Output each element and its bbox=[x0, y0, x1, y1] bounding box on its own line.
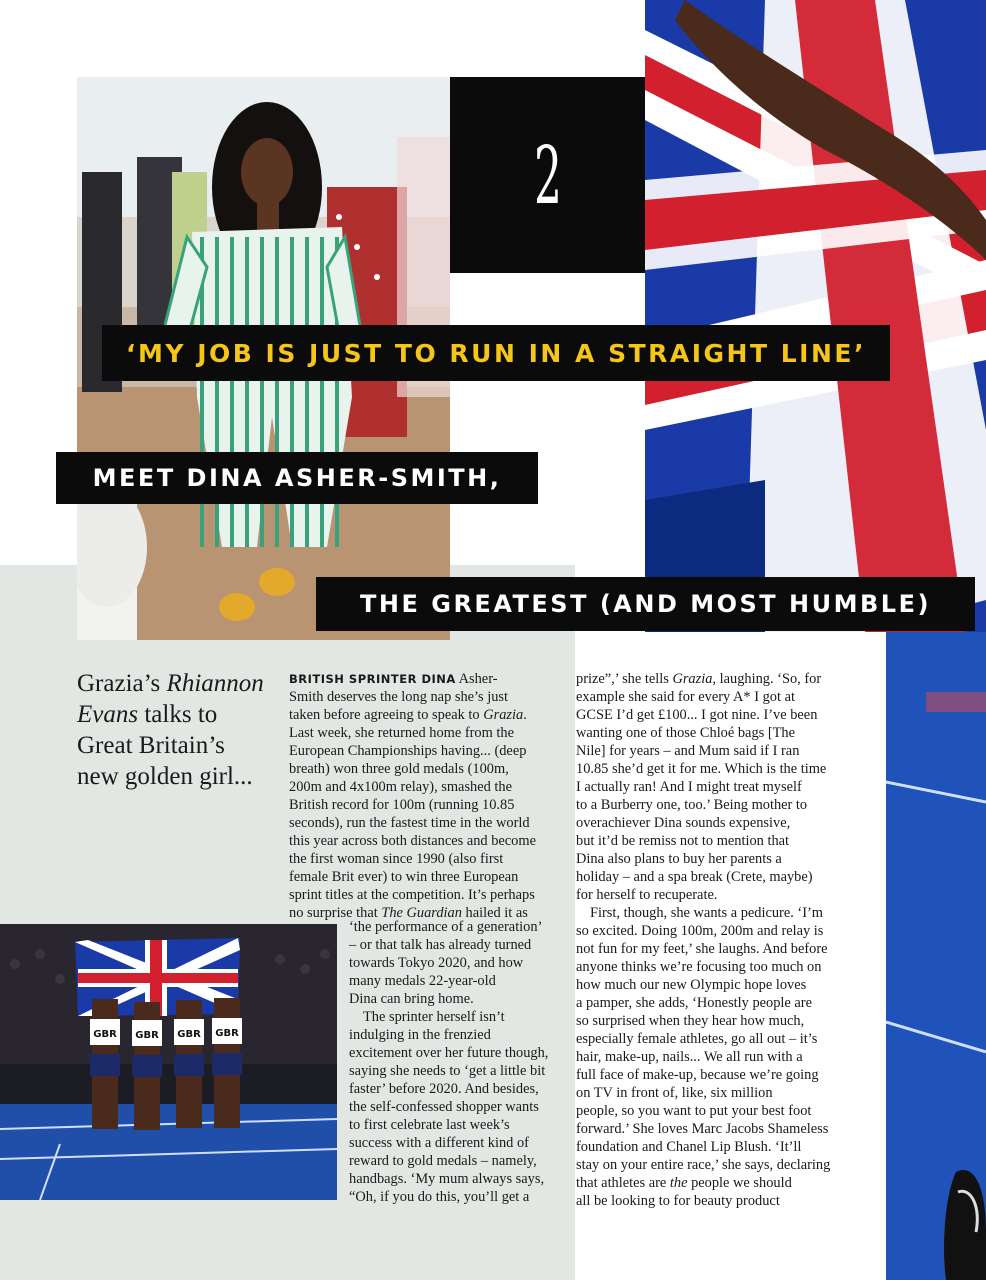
body-line: how much our new Olympic hope loves bbox=[576, 977, 807, 993]
body-column-1 bbox=[289, 670, 559, 922]
body-line: GCSE I’d get £100... I got nine. I’ve been bbox=[576, 707, 818, 723]
article-number-box bbox=[450, 77, 645, 273]
body-line: hair, make-up, nails... We all run with a bbox=[576, 1049, 803, 1065]
body-line: but it’d be remiss not to mention that bbox=[576, 833, 790, 849]
body-line: Last week, she returned home from the bbox=[289, 725, 514, 741]
body-line: European Championships having... (deep bbox=[289, 743, 527, 759]
body-line: that athletes are the people we should bbox=[576, 1175, 792, 1191]
body-line: especially female athletes, go all out – it’s bbox=[576, 1031, 818, 1047]
standfirst-line: Grazia’s bbox=[77, 670, 167, 697]
body-line: the self-confessed shopper wants bbox=[349, 1099, 539, 1115]
body-line: saying she needs to ‘get a little bit bbox=[349, 1063, 546, 1079]
body-line: many medals 22-year-old bbox=[349, 973, 496, 989]
quote-headline: ‘MY JOB IS JUST TO RUN IN A STRAIGHT LINE’ bbox=[102, 325, 890, 381]
body-line: a pamper, she adds, ‘Honestly people are bbox=[576, 995, 812, 1011]
standfirst-line: talks to bbox=[138, 701, 218, 728]
body-line: forward.’ She loves Marc Jacobs Shameless bbox=[576, 1121, 829, 1137]
body-line: the first woman since 1990 (also first bbox=[289, 851, 504, 867]
body-line: excitement over her future though, bbox=[349, 1045, 549, 1061]
body-line: to a Burberry one, too.’ Being mother to bbox=[576, 797, 808, 813]
body-line: stay on your entire race,’ she says, declaring bbox=[576, 1157, 831, 1173]
body-line: overachiever Dina sounds expensive, bbox=[576, 815, 791, 831]
greatest-headline: THE GREATEST (AND MOST HUMBLE) bbox=[316, 577, 975, 631]
meet-headline: MEET DINA ASHER-SMITH, bbox=[56, 452, 538, 504]
standfirst-line: new golden girl... bbox=[77, 763, 253, 790]
body-line: British record for 100m (running 10.85 bbox=[289, 797, 515, 813]
standfirst-line: Great Britain’s bbox=[77, 732, 225, 759]
body-line: Dina can bring home. bbox=[349, 991, 474, 1007]
body-line: prize”,’ she tells Grazia, laughing. ‘So, for bbox=[576, 671, 822, 687]
body-line: full face of make-up, because we’re going bbox=[576, 1067, 819, 1083]
running-track-image bbox=[886, 632, 986, 1280]
body-line: so surprised when they hear how much, bbox=[576, 1013, 805, 1029]
body-line: breath) won three gold medals (100m, bbox=[289, 761, 509, 777]
body-line: First, though, she wants a pedicure. ‘I’m bbox=[590, 905, 823, 921]
track-photo bbox=[886, 632, 986, 1280]
body-line: for herself to recuperate. bbox=[576, 887, 718, 903]
body-line: seconds), run the fastest time in the world bbox=[289, 815, 530, 831]
body-line: success with a different kind of bbox=[349, 1135, 529, 1151]
body-line: “Oh, if you do this, you’ll get a bbox=[349, 1189, 530, 1205]
body-line: sprint titles at the competition. It’s perhaps bbox=[289, 887, 535, 903]
bib-label: GBR bbox=[135, 1030, 159, 1041]
body-line: indulging in the frenzied bbox=[349, 1027, 491, 1043]
bib-label: GBR bbox=[93, 1029, 117, 1040]
flag-photo bbox=[645, 0, 986, 632]
body-line: example she said for every A* I got at bbox=[576, 689, 795, 705]
body-line: 200m and 4x100m relay), smashed the bbox=[289, 779, 513, 795]
body-line: towards Tokyo 2020, and how bbox=[349, 955, 524, 971]
body-line: no surprise that The Guardian hailed it as bbox=[289, 905, 528, 921]
body-line: foundation and Chanel Lip Blush. ‘It’ll bbox=[576, 1139, 802, 1155]
author-first-name: Rhiannon bbox=[166, 670, 264, 697]
relay-team-image bbox=[0, 924, 337, 1200]
body-column-2 bbox=[576, 670, 848, 1210]
union-flag-image bbox=[645, 0, 986, 632]
body-line: handbags. ‘My mum always says, bbox=[349, 1171, 545, 1187]
body-line: The sprinter herself isn’t bbox=[363, 1009, 505, 1025]
body-line: BRITISH SPRINTER DINA Asher- bbox=[289, 671, 498, 687]
body-line: wanting one of those Chloé bags [The bbox=[576, 725, 796, 741]
body-line: anyone thinks we’re focusing too much on bbox=[576, 959, 822, 975]
article-number: 2 bbox=[534, 128, 561, 222]
standfirst bbox=[77, 668, 277, 792]
body-line: taken before agreeing to speak to Grazia. bbox=[289, 707, 527, 723]
body-line: Nile] for years – and Mum said if I ran bbox=[576, 743, 800, 759]
body-line: Smith deserves the long nap she’s just bbox=[289, 689, 509, 705]
body-line: female Brit ever) to win three European bbox=[289, 869, 519, 885]
body-line: faster’ before 2020. And besides, bbox=[349, 1081, 539, 1097]
author-last-name: Evans bbox=[77, 701, 139, 728]
body-line: people, so you want to put your best foot bbox=[576, 1103, 812, 1119]
bib-label: GBR bbox=[215, 1028, 239, 1039]
body-line: 10.85 she’d get it for me. Which is the time bbox=[576, 761, 827, 777]
body-line: not fun for my feet,’ she laughs. And before bbox=[576, 941, 828, 957]
body-line: this year across both distances and become bbox=[289, 833, 536, 849]
body-line: on TV in front of, like, six million bbox=[576, 1085, 773, 1101]
relay-team-photo bbox=[0, 924, 337, 1200]
bib-label: GBR bbox=[177, 1029, 201, 1040]
body-line: so excited. Doing 100m, 200m and relay is bbox=[576, 923, 824, 939]
lead-in: BRITISH SPRINTER DINA bbox=[289, 672, 456, 686]
body-line: I actually ran! And I might treat myself bbox=[576, 779, 802, 795]
body-line: holiday – and a spa break (Crete, maybe) bbox=[576, 869, 813, 885]
body-line: – or that talk has already turned bbox=[349, 937, 532, 953]
body-line: to first celebrate last week’s bbox=[349, 1117, 510, 1133]
body-line: reward to gold medals – namely, bbox=[349, 1153, 537, 1169]
body-line: ‘the performance of a generation’ bbox=[349, 919, 543, 935]
body-column-1-continued bbox=[349, 918, 561, 1206]
body-line: Dina also plans to buy her parents a bbox=[576, 851, 782, 867]
body-line: all be looking to for beauty product bbox=[576, 1193, 780, 1209]
